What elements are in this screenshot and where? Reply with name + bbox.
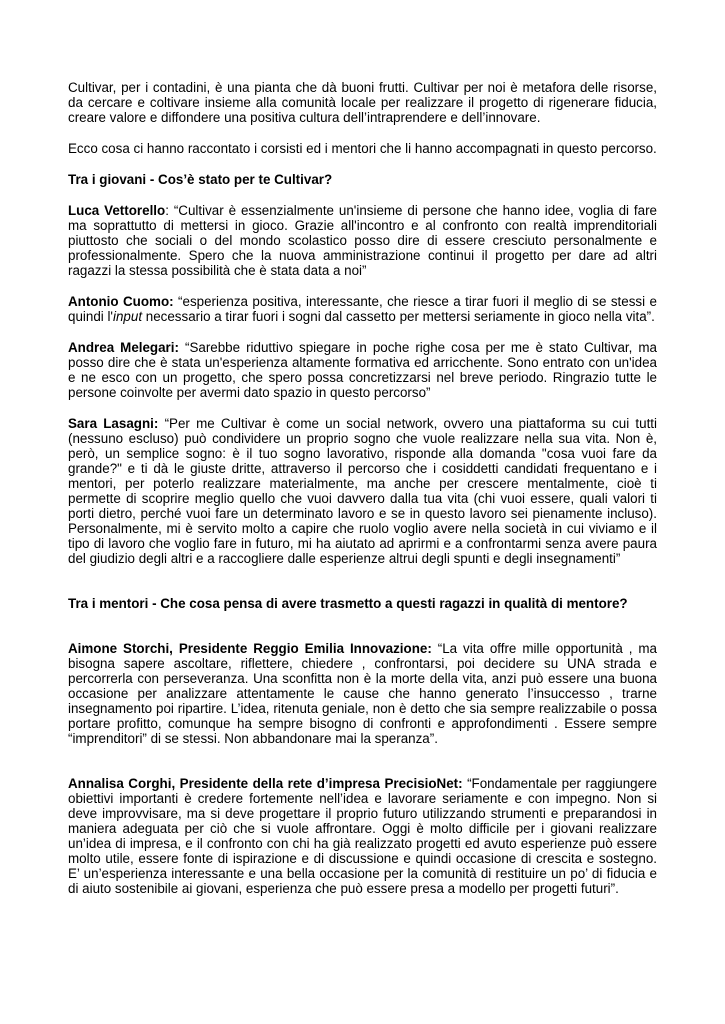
testimonial-paragraph bbox=[68, 641, 657, 746]
testimonial-paragraph bbox=[68, 203, 657, 278]
intro-paragraph: Ecco cosa ci hanno raccontato i corsisti ed i mentori che li hanno accompagnati in questo percorso. bbox=[68, 141, 657, 156]
intro-paragraph: Cultivar, per i contadini, è una pianta che dà buoni frutti. Cultivar per noi è metafora delle risorse, da cercare e coltivare insieme alla comunità locale per realizzare il progetto di rigenerare fiducia, creare valore e diffondere una positiva cultura dell’intraprendere e dell’innovare. bbox=[68, 80, 657, 125]
testimonial-paragraph bbox=[68, 340, 657, 400]
testimonial-text: “esperienza positiva, interessante, che riesce a tirar fuori il meglio di se stessi e quindi l' bbox=[68, 294, 657, 324]
testimonial-text-italic: input bbox=[113, 309, 143, 324]
testimonial-paragraph bbox=[68, 416, 657, 566]
separator: : bbox=[165, 203, 174, 218]
speaker-name: Aimone Storchi, Presidente Reggio Emilia Innovazione: bbox=[68, 641, 432, 656]
testimonial-paragraph bbox=[68, 776, 657, 896]
speaker-name: Annalisa Corghi, Presidente della rete d’impresa PrecisioNet: bbox=[68, 776, 463, 791]
testimonial-text: “Cultivar è essenzialmente un'insieme di persone che hanno idee, voglia di fare ma soprattutto di mettersi in gioco. Grazie all'incontro e al confronto con realtà imprenditoriali piuttosto che sociali o del mondo scolastico posso dire di essere cresciuto personalmente e professionalmente. Spero che la nuova amministrazione continui il progetto per dare ad altri ragazzi la stessa possibilità che è stata data a noi” bbox=[68, 203, 657, 278]
testimonial-text: “La vita offre mille opportunità , ma bisogna sapere ascoltare, riflettere, chiedere , confrontarsi, poi decidere su UNA strada e percorrerla con perseveranza. Una sconfitta non è la morte della vita, anzi può essere una buona occasione per analizzare attentamente le cause che hanno generato l’insuccesso , trarne insegnamento poi ripartire. L’idea, ritenuta geniale, non è detto che sia sempre realizzabile o possa portare profitto, comunque ha sempre bisogno di confronti e approfondimenti . Essere sempre “imprenditori” di se stessi. Non abbandonare mai la speranza”. bbox=[68, 641, 657, 746]
testimonial-text: “Per me Cultivar è come un social network, ovvero una piattaforma su cui tutti (nessuno escluso) può condividere un proprio sogno che vuole realizzare nella sua vita. Non è, però, un semplice sogno: è il tuo sogno lavorativo, risponde alla domanda "cosa vuoi fare da grande?" e ti dà le giuste dritte, attraverso il percorso che i cosiddetti candidati frequentano e i mentori, per poterlo realizzare materialmente, ma anche per crescere mentalmente, cioè ti permette di scoprire meglio quello che vuoi davvero dalla tua vita (chi vuoi essere, quali valori ti porti dietro, perché vuoi fare un determinato lavoro e se in questo lavoro sei pienamente incluso). Personalmente, mi è servito molto a capire che ruolo voglio avere nella società in cui viviamo e il tipo di lavoro che voglio fare in futuro, mi ha aiutato ad aprirmi e a confrontarmi senza avere paura del giudizio degli altri e a raccogliere dalle esperienze altrui degli spunti e degli insegnamenti” bbox=[68, 416, 657, 566]
section-heading-youth: Tra i giovani - Cos’è stato per te Cultivar? bbox=[68, 172, 333, 187]
testimonial-paragraph bbox=[68, 294, 657, 324]
document-page bbox=[68, 80, 657, 896]
speaker-name: Andrea Melegari: bbox=[68, 340, 179, 355]
testimonial-text: necessario a tirar fuori i sogni dal cassetto per mettersi seriamente in gioco nella vita”. bbox=[142, 309, 655, 324]
speaker-name: Antonio Cuomo: bbox=[68, 294, 174, 309]
testimonial-text: “Sarebbe riduttivo spiegare in poche righe cosa per me è stato Cultivar, ma posso dire che è stata un'esperienza altamente formativa ed arricchente. Sono entrato con un'idea e ne esco con un progetto, che spero possa concretizzarsi nel breve periodo. Ringrazio tutte le persone coinvolte per avermi dato spazio in questo percorso” bbox=[68, 340, 657, 400]
section-heading-mentors: Tra i mentori - Che cosa pensa di avere trasmetto a questi ragazzi in qualità di mentore? bbox=[68, 596, 628, 611]
speaker-name: Sara Lasagni: bbox=[68, 416, 159, 431]
testimonial-text: “Fondamentale per raggiungere obiettivi importanti è credere fortemente nell’idea e lavorare seriamente e con impegno. Non si deve improvvisare, ma si deve progettare il proprio futuro utilizzando strumenti e preparandosi in maniera adeguata per ciò che si vuole affrontare. Oggi è molto difficile per i giovani realizzare un’idea di impresa, e il confronto con chi ha già realizzato progetti ed avuto esperienze può essere molto utile, essere fonte di ispirazione e di discussione e quindi occasione di crescita e sostegno. E’ un’esperienza interessante e una bella occasione per la comunità di restituire un po’ di fiducia e di aiuto sostenibile ai giovani, esperienza che può essere presa a modello per progetti futuri”. bbox=[68, 776, 657, 896]
speaker-name: Luca Vettorello bbox=[68, 203, 166, 218]
